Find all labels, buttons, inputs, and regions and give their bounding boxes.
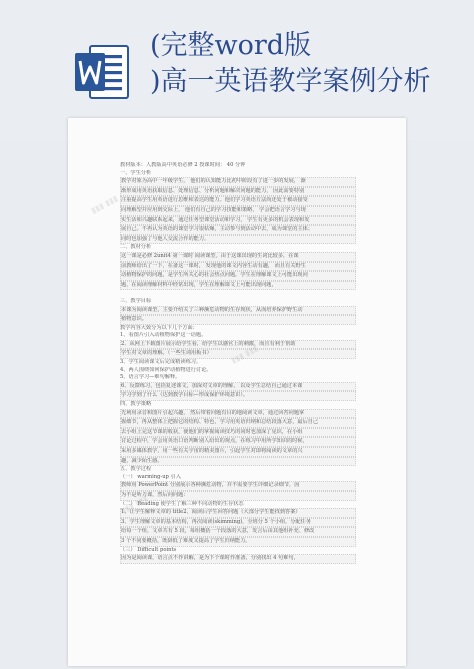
document-line: 先利用录音和图片引起兴趣， 然后带着问题有目的地阅读文章，通过回答问题掌 [120, 409, 356, 419]
document-line: 因为是阅读课，语言点不作讲解，是为下个课时作准备，分别找出 4 句难句， [120, 554, 356, 564]
document-line: 向理解型并应用到交际上， 他们有自己的学习技能和策略， 学会把语言学习与现 [120, 206, 356, 216]
document-line: 五、教学过程 [120, 466, 152, 473]
document-line: 去小组上完这节课的收获，使他们的掌握阅读技巧的同时也加深了见识，在小组 [120, 428, 356, 438]
document-line: 二、教材分析 [120, 244, 152, 251]
document-line: 1、看图片引入动植物保护这一话题。 [120, 332, 207, 339]
document-line: 学生对文章的理解。（一些生词用板书） [120, 349, 356, 359]
document-line: 教材版本：人教版高中英语必修 2 授课时间： 40 分钟 [120, 162, 246, 168]
document-line: 一、学生分析 [120, 169, 152, 176]
document-line: 三、教学目标 [120, 297, 152, 304]
document-line: 本课为阅读课型，主要介绍关了三种濒危动物的生存现状，从而培养保护野生动 [120, 306, 356, 316]
document-line: 同时也加强了与他人交流合作的能力。 [120, 235, 356, 245]
document-line: （三） Difficult points [120, 546, 177, 553]
document-line: 展自己。不再认为英语的课堂学习很枯燥，主动参与到活动中去，成为课堂的主体； [120, 225, 356, 235]
document-line: （一） warming-up 引入 [120, 473, 181, 480]
word-icon [72, 42, 132, 102]
document-line: 5、语言学习—难句解释。 [120, 374, 181, 381]
page-title [150, 28, 474, 100]
document-line: 植物意识。 [120, 315, 356, 325]
document-line: 给每一个组，文章共有 5 段，每组概括一个段落的大意，发言后由其他组补充、修改 [120, 527, 356, 537]
document-line: 趣，减少陌生感。 [120, 457, 356, 467]
document-line: 讨论过程中，学会用英语口语判断别人给出的观点，在练习中用所学知识的时候， [120, 437, 356, 447]
document-line: 握细节，再从整体上把握它的结构、特色，学习用英语归纳和总结段落大意，最后自己 [120, 418, 356, 428]
document-line: 教学对象为高中一年级学生， 他们的认知能力比初中阶段有了进一步的发展， 渐 [120, 177, 356, 187]
document-line: 1、让学生解释文章的 title2、阅读后学生回答问题（大部分学生能找到答案） [120, 508, 356, 518]
document-page [68, 118, 406, 666]
document-line: 动植物保护的问题，是学生所关心的社会热点问题。学生在理解课文上可能出现问 [120, 271, 356, 281]
document-line: 采用多媒体教学，用一些有关宇宙的精美图片，引起学生对即将阅读的文章的兴 [120, 447, 356, 457]
document-line: 2、从网上下载图片展示给学生看，给学生以感官上的刺激，而且有利于帮助 [120, 340, 356, 350]
document-line: 注重提高学生用英语进行思维和表达的能力。他们学习英语方法尚还处于被动接受 [120, 196, 356, 206]
document-line: 学习学到了什么（达到教学目标—形成保护环境意识）。 [120, 391, 356, 401]
document-line: 教师用 PowerPoint 分别展示各种濒危动物，并不需要学生详细记录细节，因 [120, 481, 356, 491]
document-line: 6、反馈练习，包括复述课文，加深对文章的理解， 以及学生总结自己通过本课 [120, 382, 356, 392]
document-line: 3、学生理解文章的基本结构，再次阅读(skimming)，全班分 5 个小组，分配任务 [120, 518, 356, 528]
document-line: 渐形成用英语获取信息、处理信息、分析问题和解决问题的能力， 因此需要特别 [120, 187, 356, 197]
document-line: 教学内容大致分为以下几个方面： [120, 324, 198, 331]
title-line-2: )高一英语教学案例分析 [150, 66, 431, 97]
document-line [120, 290, 356, 298]
document-line: 四、教学策略 [120, 401, 152, 408]
document-line: 前教师给出了一下，在备这一课时， 发现他的课文内容生动有趣， 而且有关野生 [120, 262, 356, 272]
document-line: （二） Reading 使学生了解三种不同动物的生存状态 [120, 500, 244, 507]
document-line: 4、两人围绕如何保护动植物进行讨论。 [120, 366, 212, 373]
document-line: 题，在阅读理解材料中经常出现，学生在理解课文上可能出现问题， [120, 281, 356, 291]
title-line-1: (完整word版 [150, 30, 312, 61]
document-line: 这一课是必修 2unit4 第一课时 阅读课型。由于这课出现的生词比较多，在课 [120, 252, 356, 262]
document-line: 3 个不同要概括，既降低了难度又提高了学生归纳能力。 [120, 537, 356, 547]
document-line: 3、学生阅读课文后完成精读练习。 [120, 359, 202, 366]
document-body [120, 162, 356, 662]
document-line: 为不是听力课，然后问问题： [120, 491, 356, 501]
document-line: 实生活和兴趣联系起来，通过任务型课堂活动和学习， 学生有更多的机会表现和发 [120, 216, 356, 226]
